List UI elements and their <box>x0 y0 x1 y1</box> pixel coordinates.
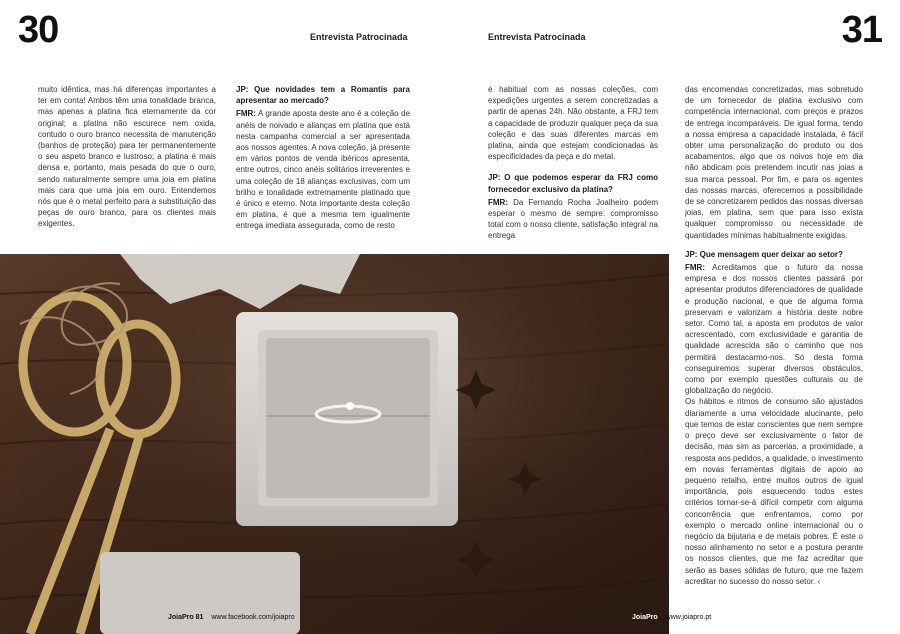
footer-left <box>168 614 295 621</box>
footer-right <box>632 614 711 621</box>
footer-link[interactable]: www.facebook.com/joiapro <box>211 614 295 621</box>
page-number-left: 30 <box>18 9 59 51</box>
text-column-3 <box>488 84 658 248</box>
paragraph: é habitual com as nossas coleções, com expedições urgentes a serem concretizadas a partir de apenas 24h. Não obstante, a FRJ tem a capacidade de produzir qualquer peça da sua coleção e das suas diferentes marcas em platina, ainda que estejam condicionadas às especificidades da peça e do metal. <box>488 85 658 162</box>
text-column-4 <box>685 84 863 593</box>
paragraph: muito idêntica, mas há diferenças importantes a ter em conta! Ambos têm uma tonalidade branca, mas apenas a platina fica eternamente da cor original; a platina não escurece nem oxida, contudo o ouro branco necessita de manutenção (banhos de proteção) para ter permanentemente o seu aspeto branco e lustroso; a platina é mais densa e, portanto, mais pesada do que o ouro, sendo naturalmente sempre uma joia em platina mais cara que uma joia em ouro. Entendemos nós que é o metal perfeito para a substituição das peças de ouro branco, para os clientes mais exigentes. <box>38 85 216 229</box>
answer-text: A grande aposta deste ano é a coleção de anéis de noivado e alianças em platina que está nesta campanha comercial a ser apresentada aos nossos agentes. A nova coleção, já presente em vários pontos de venda ibéricos apresenta, entre outros, cinco anéis solitários irreverentes e uma coleção de 18 alianças exclusivas, com um brilho e tonalidade extremamente platinado que é único e eterno. Nota importante desta coleção em platina, é que a mesma tem igualmente entrega imediata assegurada, como de resto <box>236 109 410 231</box>
answer-text: Da Fernando Rocha Joalheiro podem esperar o mesmo de sempre: compromisso total com o nosso cliente, satisfação integral na entrega <box>488 197 658 241</box>
page-number-right: 31 <box>841 9 882 51</box>
text-column-1 <box>38 84 216 236</box>
answer-text: Acreditamos que o futuro da nossa empresa e dos nossos clientes passará por apresentar produtos diferenciadores de qualidade e produção nacional, e que de alguma forma preservam e valorizam a história deste nobre setor. Como tal, a aposta em produtos de valor acrescentado, com exclusividade e garantia de qualidade acrescida são o caminho que nos permitirá destacarmo-nos. Só desta forma conseguiremos superar diversos obstáculos, como por exemplo questões culturais ou de globalização do negócio. <box>685 263 863 396</box>
paragraph: das encomendas concretizadas, mas sobretudo de um fornecedor de platina exclusivo com competência internacional, com preços e prazos de entrega incomparáveis. De igual forma, tendo a nossa empresa a capacidade instalada, é fácil obter uma personalização do produto ou dos acabamentos, algo que os noivos hoje em dia não abdicam pois pretendem incutir nas joias a sua marca pessoal. Por fim, e para os agentes das nossas marcas, oferecemos a possibilidade de se concretizarem pedidos das nossas diversas joias, em platina, sem que para isso exista qualquer compromisso ou necessidade de quantidades mínimas habitualmente exigidas. <box>685 85 863 240</box>
answer-lead: FMR: <box>685 263 705 273</box>
ring-box-photo <box>0 254 669 634</box>
footer-brand: JoiaPro 81 <box>168 614 204 621</box>
question: JP: Que mensagem quer deixar ao setor? <box>685 249 843 259</box>
text-column-2 <box>236 84 410 238</box>
footer-link[interactable]: www.joiapro.pt <box>665 614 712 621</box>
answer <box>488 197 658 242</box>
question: JP: O que podemos esperar da FRJ como fornecedor exclusivo da platina? <box>488 173 658 194</box>
question: JP: Que novidades tem a Romantis para apresentar ao mercado? <box>236 85 410 106</box>
section-title-right: Entrevista Patrocinada <box>488 32 586 42</box>
answer <box>236 108 410 231</box>
paragraph: Os hábitos e ritmos de consumo são ajustados diariamente a uma velocidade alucinante, pelo que temos de estar conscientes que nem sempre o preço deve ser exclusivamente o fator de decisão, mas sim as parcerias, a proximidade, a resposta aos pedidos, a qualidade, o investimento em novas ferramentas digitais de apoio ao pequeno retalho, entre muitos outros de igual importância, pois esquecendo todos estes critérios tornar-se-á difícil competir com alguma concorrência que enfrentamos, como por exemplo o mercado online internacional ou o negócio da bijutaria e de metais pobres. É este o nosso alinhamento no setor e a postura perante os nossos clientes, que me faz acreditar que serão as bases sólidas de futuro, que me fazem acreditar no sucesso do nosso setor. ‹ <box>685 397 863 586</box>
section-title-left: Entrevista Patrocinada <box>310 32 408 42</box>
footer-brand: JoiaPro <box>632 614 658 621</box>
answer <box>685 262 863 396</box>
answer-lead: FMR: <box>236 109 256 119</box>
answer-lead: FMR: <box>488 197 508 207</box>
ring-box-illustration <box>0 254 669 634</box>
